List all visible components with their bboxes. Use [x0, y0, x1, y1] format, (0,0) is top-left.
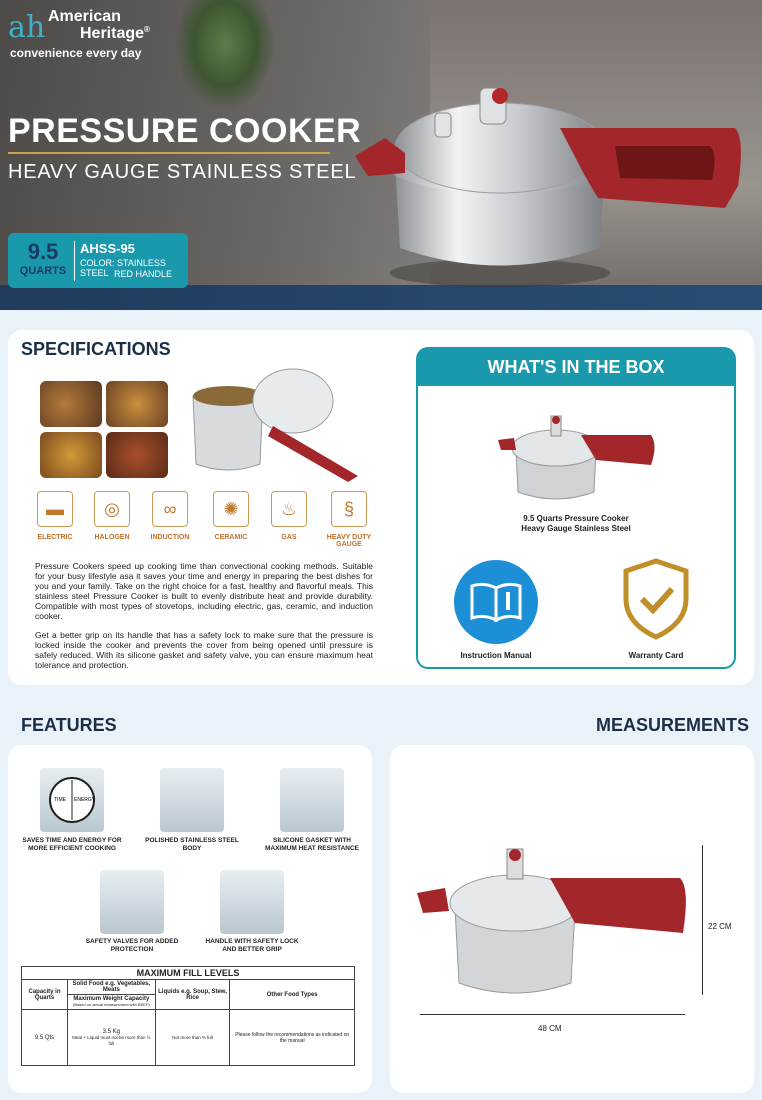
box-item-line-1: 9.5 Quarts Pressure Cooker	[523, 514, 629, 523]
cell-liquid: Not more than ⅔ full	[155, 1010, 230, 1066]
time-text: TIME	[54, 797, 66, 803]
description-paragraph-1: Pressure Cookers speed up cooking time than convectional cooking methods. Suitable for your busy lifestyle asa it saves your time and energy in preparing the best dishes for you and your family. Take on the right choice for a fast, healthy and flavorful meals. This stainless steel Pressure Cooker is built to evenly distribute heat and provide durability. Compatible with most types of stovetops, including electric, gas, ceramic, and induction cooker.	[35, 561, 373, 621]
feature-label-silicone-gasket: SILICONE GASKET WITH MAXIMUM HEAT RESISTANCE	[264, 837, 359, 852]
induction-icon: ∞	[152, 491, 188, 527]
col-capacity-header: Capacity in Quarts	[22, 980, 68, 1010]
max-fill-levels-table	[21, 966, 355, 1066]
hero-banner	[0, 0, 762, 310]
hero-pressure-cooker-image	[350, 68, 750, 293]
feature-label-time-energy: SAVES TIME AND ENERGY FOR MORE EFFICIENT COOKING	[22, 837, 122, 852]
food-photo-2	[106, 381, 168, 427]
gas-icon: ♨	[271, 491, 307, 527]
electric-icon: ▬	[37, 491, 73, 527]
halogen-icon: ◎	[94, 491, 130, 527]
badge-divider	[74, 241, 75, 281]
warranty-card-icon	[620, 557, 692, 641]
instruction-manual-label: Instruction Manual	[460, 651, 532, 660]
feature-label-handle-lock: HANDLE WITH SAFETY LOCK AND BETTER GRIP	[205, 938, 299, 953]
capacity-value: 9.5	[27, 239, 59, 264]
stovetop-label-halogen: HALOGEN	[94, 534, 130, 541]
feature-label-stainless-body: POLISHED STAINLESS STEEL BODY	[145, 837, 239, 852]
width-label: 48 CM	[538, 1024, 562, 1033]
logo-mark-icon: ah	[8, 10, 46, 45]
col-solid-subheader: Maximum Weight Capacity (Based on actual measurement with BEEF)	[68, 995, 156, 1010]
fill-table-title: MAXIMUM FILL LEVELS	[22, 967, 355, 980]
measurements-heading: MEASUREMENTS	[596, 715, 750, 735]
cell-capacity: 9.5 Qts	[22, 1010, 68, 1066]
warranty-card-label: Warranty Card	[628, 651, 684, 660]
stainless-body-image	[160, 768, 224, 832]
energy-text: ENERGY	[74, 797, 96, 803]
col-solid-header: Solid Food e.g. Vegetables, Meats	[68, 980, 156, 995]
stovetop-label-electric: ELECTRIC	[37, 534, 73, 541]
features-heading: FEATURES	[21, 715, 117, 735]
stovetop-label-ceramic: CERAMIC	[214, 534, 248, 541]
product-title: PRESSURE COOKER	[8, 112, 362, 150]
product-subtitle: HEAVY GAUGE STAINLESS STEEL	[8, 161, 357, 183]
ceramic-icon: ✺	[213, 491, 249, 527]
heavy-duty-icon: §	[331, 491, 367, 527]
stovetop-label-induction: INDUCTION	[150, 534, 190, 541]
brand-name-line2: Heritage®	[80, 25, 150, 42]
width-dimension-line	[420, 1014, 685, 1015]
measurement-cooker-image	[415, 843, 690, 1003]
silicone-gasket-image	[280, 768, 344, 832]
capacity-badge	[8, 233, 188, 288]
feature-label-safety-valves: SAFETY VALVES FOR ADDED PROTECTION	[85, 938, 179, 953]
height-dimension-line	[702, 845, 703, 995]
brand-tagline: convenience every day	[10, 46, 142, 60]
handle-lock-image	[220, 870, 284, 934]
food-photo-1	[40, 381, 102, 427]
model-number: AHSS-95	[80, 241, 135, 256]
brand-name-line1: American	[48, 8, 121, 25]
safety-valves-image	[100, 870, 164, 934]
height-label: 22 CM	[708, 922, 732, 931]
specifications-heading: SPECIFICATIONS	[21, 339, 171, 359]
plant-decoration	[175, 0, 275, 110]
description-paragraph-2: Get a better grip on its handle that has a safety lock to make sure that the pressure is locked inside the cooker and prevents the cover from being opened until pressure is safely reduced. With its silicone gasket and safety valve, you can ensure maximum heat tolerance and protection.	[35, 630, 373, 670]
food-photo-4	[106, 432, 168, 478]
stovetop-label-gas: GAS	[281, 534, 297, 541]
cell-other: Please follow the recommendations as indicated on the manual	[230, 1010, 355, 1066]
color-line-1: COLOR: STAINLESS STEEL	[80, 258, 166, 278]
stovetop-label-heavy-duty: HEAVY DUTY GAUGE	[326, 534, 372, 548]
whats-in-box-heading: WHAT'S IN THE BOX	[416, 347, 736, 387]
box-item-line-2: Heavy Gauge Stainless Steel	[521, 524, 631, 533]
food-photo-3	[40, 432, 102, 478]
capacity-unit: QUARTS	[19, 265, 67, 277]
time-energy-image	[40, 768, 104, 832]
cell-solid: 3.5 Kg Meat + Liquid must not be more than ½ full	[68, 1010, 156, 1066]
box-cooker-image	[496, 410, 658, 505]
title-divider	[8, 152, 330, 154]
open-cooker-image	[188, 366, 368, 484]
col-other-header: Other Food Types	[230, 980, 355, 1010]
instruction-manual-icon	[454, 560, 538, 644]
color-line-2: RED HANDLE	[114, 269, 173, 279]
col-liquid-header: Liquids e.g. Soup, Stew, Rice	[155, 980, 230, 1010]
